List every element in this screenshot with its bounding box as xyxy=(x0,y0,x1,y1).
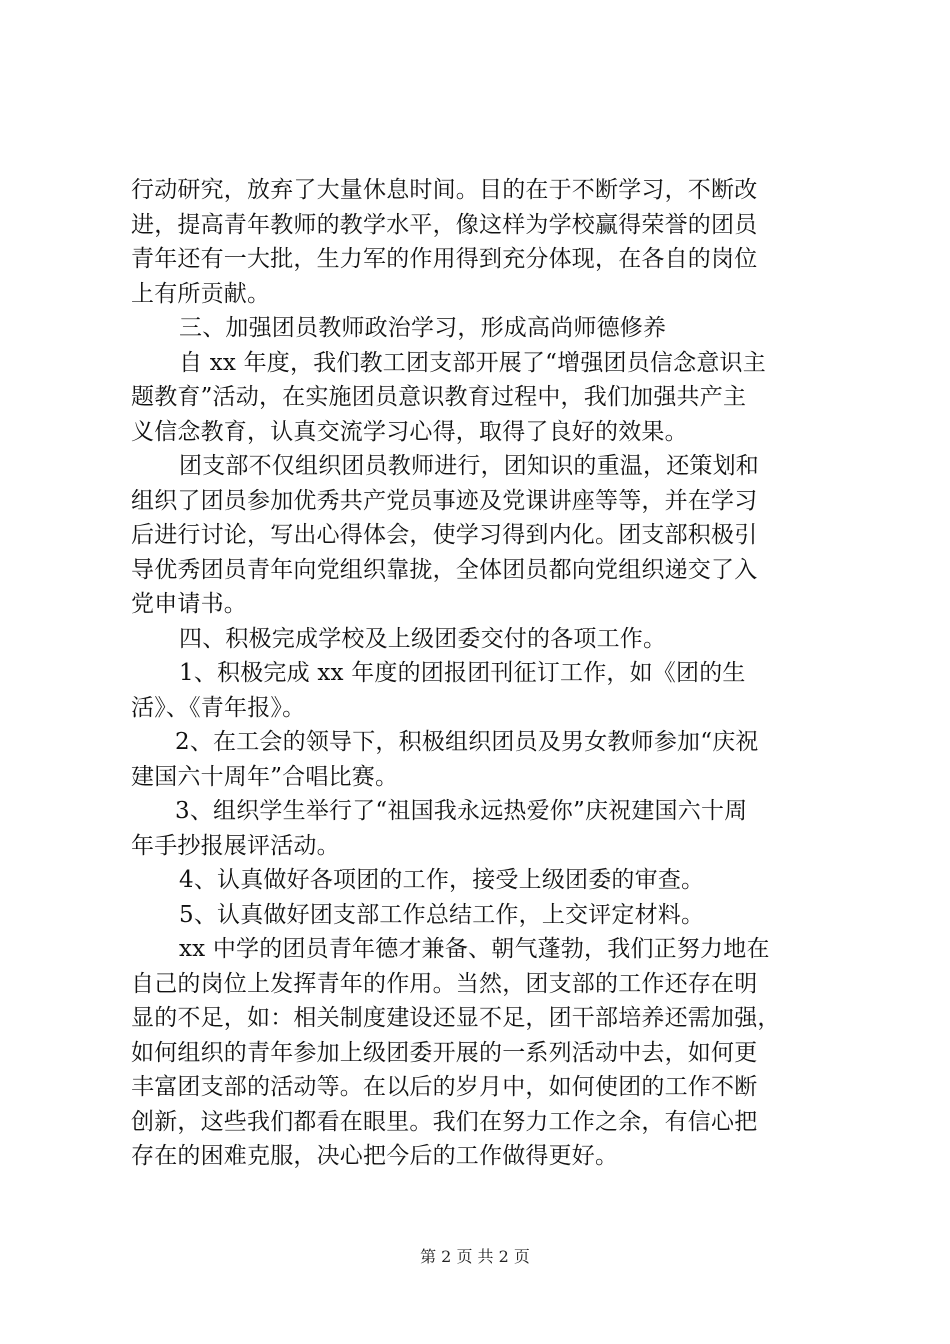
list-item-5: 5、认真做好团支部工作总结工作，上交评定材料。 xyxy=(179,901,705,928)
text-line: 进，提高青年教师的教学水平，像这样为学校赢得荣誉的团员 xyxy=(131,211,758,238)
text-line: 义信念教育，认真交流学习心得，取得了良好的效果。 xyxy=(131,418,688,445)
list-item-4: 4、认真做好各项团的工作，接受上级团委的审查。 xyxy=(179,867,705,893)
text-line: 显的不足，如：相关制度建设还显不足，团干部培养还需加强， xyxy=(131,1005,781,1031)
text-line: 党申请书。 xyxy=(131,591,247,617)
text-line: 自己的岗位上发挥青年的作用。当然，团支部的工作还存在明 xyxy=(131,970,758,997)
text-line: 自 xx 年度，我们教工团支部开展了“增强团员信念意识主 xyxy=(179,349,766,376)
section-heading-4: 四、积极完成学校及上级团委交付的各项工作。 xyxy=(179,625,667,652)
text-line: 题教育”活动，在实施团员意识教育过程中，我们加强共产主 xyxy=(131,384,747,410)
text-line: 组织了团员参加优秀共产党员事迹及党课讲座等等，并在学习 xyxy=(131,487,758,514)
document-body xyxy=(131,173,831,1174)
page-number-label: 第 2 页 共 2 页 xyxy=(420,1247,530,1266)
text-line: 建国六十周年”合唱比赛。 xyxy=(131,763,399,790)
text-line: 丰富团支部的活动等。在以后的岁月中，如何使团的工作不断 xyxy=(131,1074,758,1100)
text-line: 存在的困难克服，决心把今后的工作做得更好。 xyxy=(131,1143,619,1169)
list-item-3: 3、组织学生举行了“祖国我永远热爱你”庆祝建国六十周 xyxy=(175,798,748,824)
text-line: 上有所贡献。 xyxy=(131,280,271,307)
text-line: 青年还有一大批，生力军的作用得到充分体现，在各自的岗位 xyxy=(131,246,758,272)
text-line: 创新，这些我们都看在眼里。我们在努力工作之余，有信心把 xyxy=(131,1108,758,1135)
text-line: 如何组织的青年参加上级团委开展的一系列活动中去，如何更 xyxy=(131,1039,758,1066)
section-heading-3: 三、加强团员教师政治学习，形成高尚师德修养 xyxy=(179,315,667,341)
text-line: 年手抄报展评活动。 xyxy=(131,832,340,859)
text-line: 团支部不仅组织团员教师进行，团知识的重温，还策划和 xyxy=(179,453,759,479)
text-line: 行动研究，放弃了大量休息时间。目的在于不断学习，不断改 xyxy=(131,177,758,203)
text-line: xx 中学的团员青年德才兼备、朝气蓬勃，我们正努力地在 xyxy=(179,936,770,962)
list-item-1: 1、积极完成 xx 年度的团报团刊征订工作，如《团的生 xyxy=(179,660,746,686)
text-line: 后进行讨论，写出心得体会，使学习得到内化。团支部积极引 xyxy=(131,522,758,548)
text-line: 活》、《青年报》。 xyxy=(131,694,306,721)
page-footer xyxy=(0,1247,950,1267)
list-item-2: 2、在工会的领导下，积极组织团员及男女教师参加“庆祝 xyxy=(175,729,759,755)
text-line: 导优秀团员青年向党组织靠拢，全体团员都向党组织递交了入 xyxy=(131,556,758,583)
